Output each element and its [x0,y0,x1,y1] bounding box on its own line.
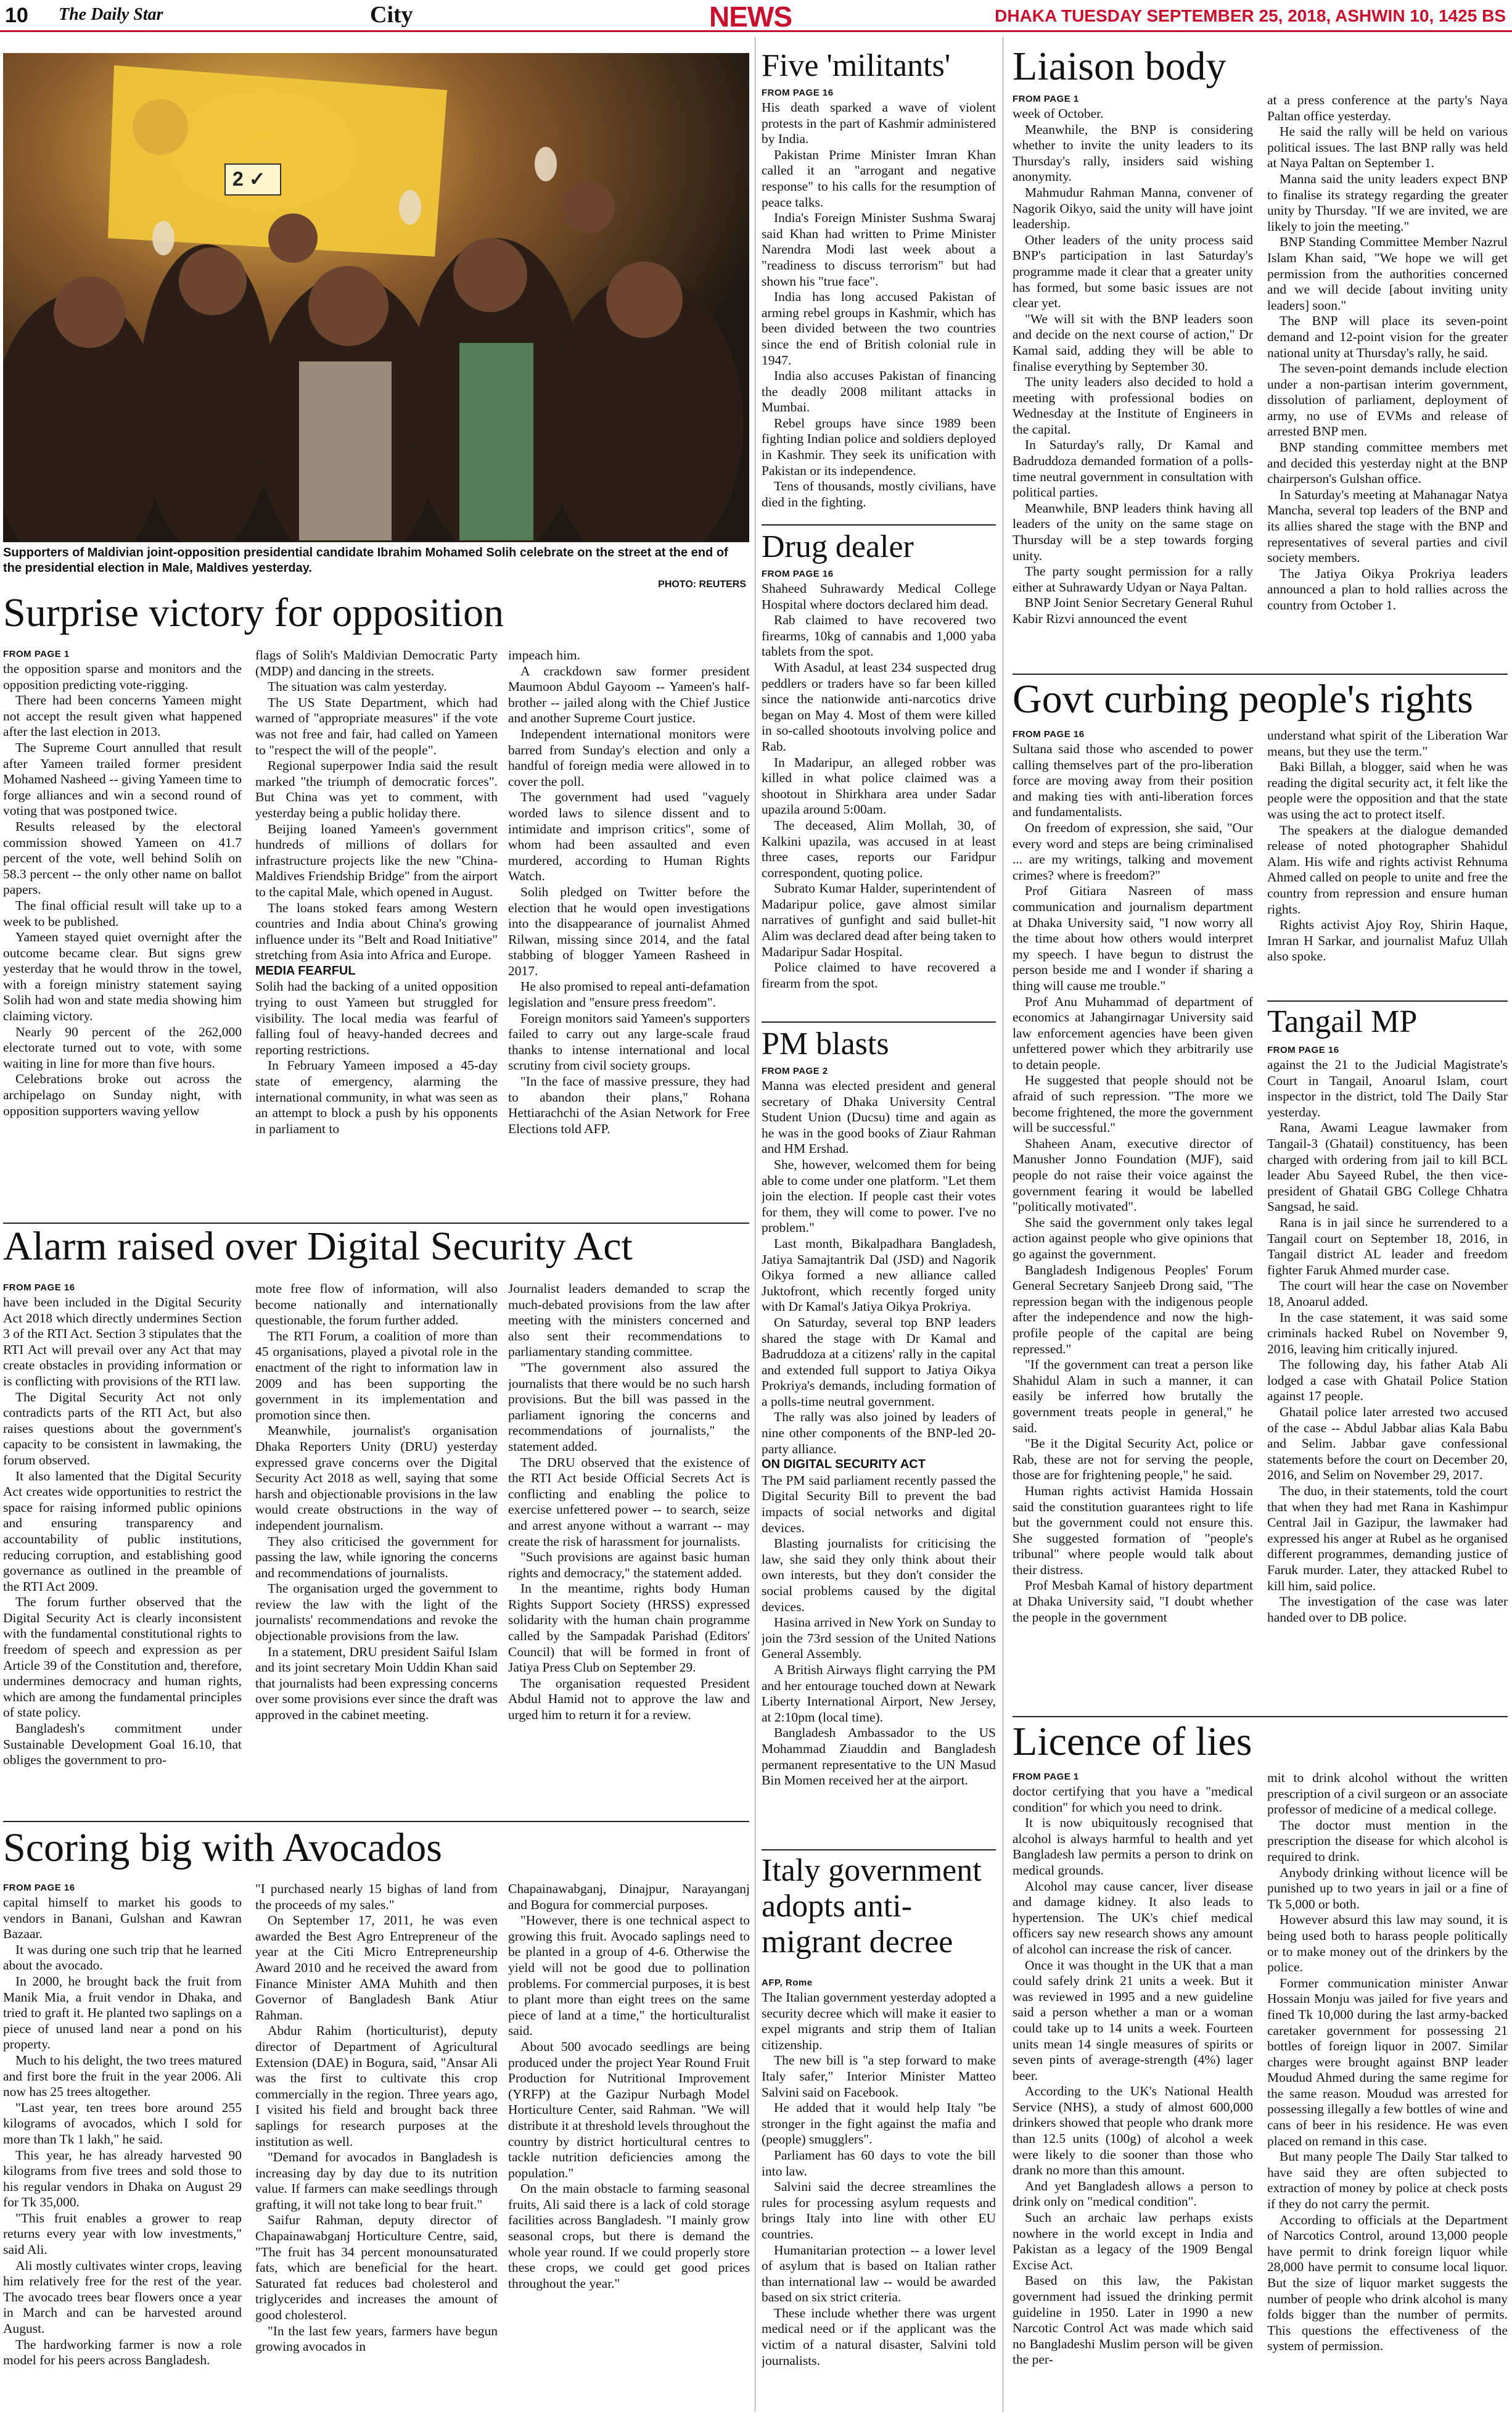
paragraph: He added that it would help Italy "be stronger in the fight against the mafia and (people) smugglers". [762,2100,996,2147]
paragraph: Rebel groups have since 1989 been fighting Indian police and soldiers deployed in Kashmir. They seek its unification with Pakistan or its independence. [762,415,996,478]
paragraph: "This fruit enables a grower to reap returns every year with low investments," said Ali. [3,2210,242,2258]
paragraph: "I purchased nearly 15 bighas of land from the proceeds of my sales." [255,1881,498,1912]
article-militants [762,86,996,526]
from-page-label: FROM PAGE 2 [762,1066,828,1076]
headline-italy-decree: Italy government adopts anti-migrant decree [762,1853,982,1960]
paragraph: Parliament has 60 days to vote the bill into law. [762,2147,996,2179]
paragraph: Abdur Rahim (horticulturist), deputy director of Department of Agricultural Extension (DAE) in Bogura, said, "Ansar Ali was the first to cultivate this crop commercially in the region. Three years ago, I visited his field and brought back three saplings for research purposes at the institution as well. [255,2023,498,2149]
paragraph: the opposition sparse and monitors and the opposition predicting vote-rigging. [3,661,242,692]
paragraph: The new bill is "a step forward to make Italy safer," Interior Minister Matteo Salvini said on Facebook. [762,2053,996,2100]
page-number: 10 [5,4,28,27]
headline-alarm-raised: Alarm raised over Digital Security Act [3,1224,633,1269]
paragraph: The final official result will take up to a week to be published. [3,897,242,929]
paragraph: Manna was elected president and general secretary of Dhaka University Central Student Union (Ducsu) time and again as he was in the good books of Ziaur Rahman and HM Ershad. [762,1078,996,1157]
divider [762,1021,996,1023]
paragraph: Hasina arrived in New York on Sunday to join the 73rd session of the United Nations General Assembly. [762,1615,996,1662]
headline-govt-curbing-rights: Govt curbing people's rights [1013,677,1473,722]
paragraph: Baki Billah, a blogger, said when he was reading the digital security act, it felt like the people were the opposition and that the state was using the act to protect itself. [1267,759,1508,822]
photo-caption [3,545,746,592]
divider [3,1223,749,1224]
divider [762,524,996,526]
paragraph: The DRU observed that the existence of the RTI Act beside Official Secrets Act is conflicting and enabling the police to exercise unfettered power -- to search, seize and arrest anyone without a warrant -- may create the risk of harassment for journalists. [508,1454,750,1549]
paragraph: Once it was thought in the UK that a man could safely drink 21 units a week. But it was reviewed in 1995 and a new guideline said a person whether a man or a woman could take up to 14 units a week. Fourteen units mean 14 single measures of spirits or seven pints of average-strength (4%) lager beer. [1013,1957,1253,2083]
paragraph: The doctor must mention in the prescription the disease for which alcohol is required to drink. [1267,1817,1508,1864]
paragraph: Manna said the unity leaders expect BNP to finalise its strategy regarding the greater unity by Thursday. "If we are invited, we are likely to join the meeting." [1267,171,1508,234]
paragraph: A British Airways flight carrying the PM and her entourage touched down at Newark Liberty International Airport, New Jersey, at 2:10pm (local time). [762,1662,996,1725]
paragraph: The RTI Forum, a coalition of more than 45 organisations, played a pivotal role in the enactment of the right to information law in 2009 and has been supporting the government in its implementation and promotion since then. [255,1328,498,1422]
from-page-label: FROM PAGE 16 [3,1883,75,1893]
from-page-label: FROM PAGE 16 [3,1282,75,1293]
paragraph: Foreign monitors said Yameen's supporters failed to carry out any large-scale fraud thanks to intense international and local scrutiny from civil society groups. [508,1010,750,1073]
paragraph: The unity leaders also decided to hold a meeting with professional bodies on Wednesday at the Institute of Engineers in the capital. [1013,374,1253,437]
paragraph: "In the last few years, farmers have begun growing avocados in [255,2323,498,2354]
paragraph: Blasting journalists for criticising the law, she said they only think about their own interests, but they don't consider the social problems caused by the digital devices. [762,1536,996,1614]
from-page-label: FROM PAGE 16 [762,88,834,98]
paragraph: And yet Bangladesh allows a person to drink only on "medical condition". [1013,2178,1253,2209]
paragraph: The BNP will place its seven-point demand and 12-point vision for the greater national unity at Thursday's rally, he said. [1267,313,1508,360]
from-page-label: FROM PAGE 16 [1013,729,1085,740]
from-page-label: FROM PAGE 1 [1013,94,1079,104]
paragraph: The loans stoked fears among Western countries and India about China's growing influence under its "Belt and Road Initiative" stretching from Asia into Africa and Europe. [255,900,498,963]
paragraph: "In the face of massive pressure, they had to abandon their plans," Rohana Hettiarachchi of the Asian Network for Free Elections told AFP. [508,1074,750,1136]
article-tangail-mp [1267,1044,1508,1715]
paragraph: With Asadul, at least 234 suspected drug peddlers or traders have so far been killed since the nationwide anti-narcotics drive began on May 4. Most of them were killed in so-called shootouts involving police and Rab. [762,659,996,754]
paragraph: The organisation urged the government to review the law with the light of the journalists' recommendations and revoke the objectionable provisions from the law. [255,1581,498,1644]
article-avocados-col-3 [508,1881,750,2412]
paragraph: In the meantime, rights body Human Rights Support Society (HRSS) expressed solidarity with the human chain programme called by the Sampadak Parishad (Editors' Council) that will be formed in front of Jatiya Press Club on September 29. [508,1581,750,1675]
paragraph: The forum further observed that the Digital Security Act is clearly inconsistent with the fundamental constitutional rights to freedom of speech and expression as per Article 39 of the Constitution and, therefore, undermines democracy and human rights, which are among the fundamental principles of state policy. [3,1594,242,1720]
article-liaison-col-1 [1013,93,1253,660]
paragraph: BNP standing committee members met and decided this yesterday night at the BNP chairperson's Gulshan office. [1267,440,1508,487]
paragraph: She, however, welcomed them for being able to come under one platform. "Let them join the election. If people cast their votes for them, they will come to power. I've no problem." [762,1157,996,1235]
paragraph: Subrato Kumar Halder, superintendent of Madaripur police, gave almost similar narratives of gunfight and said bullet-hit Alim was declared dead after being taken to Madaripur Sadar Hospital. [762,881,996,959]
headline-pm-blasts: PM blasts [762,1026,889,1062]
paragraph: The seven-point demands include election under a non-partisan interim government, dissolution of parliament, deployment of army, no use of EVMs and release of arrested BNP men. [1267,361,1508,439]
paragraph: India also accuses Pakistan of financing the deadly 2008 militant attacks in Mumbai. [762,368,996,415]
headline-liaison-body: Liaison body [1013,44,1226,89]
paragraph: Police claimed to have recovered a firearm from the spot. [762,960,996,991]
paragraph: There had been concerns Yameen might not accept the result given what happened after the last election in 2013. [3,693,242,740]
article-surprise-col-3 [508,648,750,1258]
headline-tangail-mp: Tangail MP [1267,1004,1418,1039]
paragraph: Celebrations broke out across the archipelago on Sunday night, with opposition supporters waving yellow [3,1071,242,1118]
paragraph: The organisation requested President Abdul Hamid not to approve the law and urged him to return it for a review. [508,1675,750,1723]
paragraph: "Last year, ten trees bore around 255 kilograms of avocados, which I sold for more than Tk 1 lakh," he said. [3,2100,242,2147]
paragraph: His death sparked a wave of violent protests in the part of Kashmir administered by India. [762,100,996,147]
paragraph: Human rights activist Hamida Hossain said the constitution guarantees right to life but the government could not ensure this. She suggested formation of "people's tribunal" where people would talk about their distress. [1013,1483,1253,1577]
paragraph: These include whether there was urgent medical need or if the applicant was the victim of a natural disaster, Salvini told journalists. [762,2305,996,2368]
photo-credit: PHOTO: REUTERS [658,579,746,590]
divider [1013,674,1508,675]
article-avocados-col-1 [3,1881,242,2412]
article-licence-col-2 [1267,1770,1508,2412]
paragraph: In Saturday's meeting at Mahanagar Natya Mancha, several top leaders of the BNP and its allies shared the stage with the BNP and representatives of several parties and civil society members. [1267,487,1508,566]
paragraph: "We will sit with the BNP leaders soon and decide on the next course of action," Dr Kamal said, adding they will be able to finalise everything by September 30. [1013,311,1253,374]
paragraph: BNP Standing Committee Member Nazrul Islam Khan said, "We hope we will get permission from the authorities concerned and we will decide [about inviting unity leaders] soon." [1267,234,1508,313]
paragraph: Saifur Rahman, deputy director of Chapainawabganj Horticulture Centre, said, "The fruit has 34 percent monounsaturated fats, which are beneficial for the heart. Saturated fat reduces bad cholesterol and triglycerides and increases the amount of good cholesterol. [255,2213,498,2323]
article-liaison-col-2 [1267,93,1508,660]
dateline-afp: AFP, Rome [762,1978,813,1988]
paragraph: doctor certifying that you have a "medical condition" for which you need to drink. [1013,1784,1253,1815]
crowd-photo-illustration [3,53,749,542]
paragraph: Former communication minister Anwar Hossain Monju was jailed for five years and fined Tk 10,000 during the last army-backed caretaker government for possessing 21 bottles of foreign liquor in 2007. Similar charges were brought against BNP leader Moudud Ahmed during the same regime for the same reason. Moudud was arrested for possessing illegally a few bottles of wine and cans of beer in his residence. He was even placed on remand in this case. [1267,1975,1508,2148]
paragraph: The duo, in their statements, told the court that when they had met Rana in Kashimpur Central Jail in Gazipur, the lawmaker had expressed his anger at Rubel as he organised different programmes, demanding justice of Faruk murder. Later, they attacked Rubel to kill him, said police. [1267,1483,1508,1593]
paragraph: understand what spirit of the Liberation War means, but they use the term." [1267,728,1508,759]
paragraph: mit to drink alcohol without the written prescription of a civil surgeon or an associate professor of medicine of a medical college. [1267,1770,1508,1817]
paragraph: The speakers at the dialogue demanded release of noted photographer Shahidul Alam. His wife and rights activist Rehnuma Ahmed called on people to unite and free the country from repression and ensure human rights. [1267,822,1508,917]
paragraph: Humanitarian protection -- a lower level of asylum that is based on Italian rather than international law -- would be awarded based on six strict criteria. [762,2242,996,2305]
paragraph: Shaheed Suhrawardy Medical College Hospital where doctors declared him dead. [762,581,996,612]
headline-licence-of-lies: Licence of lies [1013,1720,1252,1764]
paragraph: week of October. [1013,106,1104,121]
headline-surprise-victory: Surprise victory for opposition [3,591,504,635]
paragraph: Regional superpower India said the result marked "the triumph of democratic forces". But China was yet to comment, with yesterday being a public holiday there. [255,758,498,820]
paragraph: Rana is in jail since he surrendered to a Tangail court on September 18, 2016, in Tangail district AL leader and freedom fighter Faruk Ahmed murder case. [1267,1215,1508,1277]
paragraph: Yameen stayed quiet overnight after the outcome became clear. But signs grew yesterday that he would throw in the towel, with a foreign ministry statement saying Solih had won and state media showing him claiming victory. [3,930,242,1024]
paragraph: It is now ubiquitously recognised that alcohol is always harmful to health and yet Bangladesh law permits a person to drink on medical grounds. [1013,1815,1253,1878]
paragraph: Meanwhile, the BNP is considering whether to invite the unity leaders to its Thursday's rally, insiders said wishing anonymity. [1013,122,1253,184]
paragraph: It was during one such trip that he learned about the avocado. [3,1942,242,1973]
paragraph: flags of Solih's Maldivian Democratic Party (MDP) and dancing in the streets. [255,648,498,679]
paragraph: "However, there is one technical aspect to growing this fruit. Avocado saplings need to be planted in a group of 4-6. Otherwise the yield will not be good due to pollination problems. For commercial purposes, it is best to plant more than eight trees on the same piece of land at a time," the horticulturalist said. [508,1913,750,2039]
paragraph: The Digital Security Act not only contradicts parts of the RTI Act, but also raises questions about the government's capacity to be consistent in lawmaking, the forum observed. [3,1389,242,1467]
from-page-label: FROM PAGE 1 [3,649,70,659]
paragraph: In February Yameen imposed a 45-day state of emergency, alarming the international community, in what was seen as an attempt to block a push by his opponents in parliament to [255,1058,498,1136]
paragraph: In 2000, he brought back the fruit from Manik Mia, a fruit vendor in Dhaka, and tried to graft it. He planted two saplings on a piece of unused land near a pond on his property. [3,1973,242,2052]
headline-scoring-avocados: Scoring big with Avocados [3,1826,442,1870]
paragraph: He said the rally will be held on various political issues. The last BNP rally was held at Naya Paltan on September 1. [1267,124,1508,171]
headline-five-militants: Five 'militants' [762,48,951,83]
paragraph: have been included in the Digital Security Act 2018 which directly undermines Section 3 of the RTI Act. Section 3 stipulates that the RTI Act will prevail over any Act that may create obstacles in providing information or is conflicting with provisions of the RTI law. [3,1295,242,1388]
paragraph: Solih pledged on Twitter before the election that he would open investigations into the disappearance of journalist Ahmed Rilwan, missing since 2014, and the fatal stabbing of blogger Yameen Rasheed in 2017. [508,884,750,978]
paragraph: In Madaripur, an alleged robber was killed in what police claimed was a shootout in Shirkhara area under Sadar upazila around 5:00am. [762,754,996,817]
paragraph: capital himself to market his goods to vendors in Banani, Gulshan and Kawran Bazaar. [3,1895,242,1942]
divider [3,1821,749,1822]
paragraph: The rally was also joined by leaders of nine other components of the BNP-led 20-party alliance. [762,1409,996,1456]
paragraph: The government had used "vaguely worded laws to silence dissent and to intimidate and imprison critics", some of whom had been assaulted and even murdered, according to Human Rights Watch. [508,790,750,884]
paragraph: On freedom of expression, she said, "Our every word and steps are being criminalised ... are my writings, talking and movement crimes? where is freedom?" [1013,820,1253,883]
paragraph: Results released by the electoral commission showed Yameen on 41.7 percent of the vote, well behind Solih on 58.3 percent -- the only other name on ballot papers. [3,819,242,897]
paragraph: The following day, his father Atab Ali lodged a case with Ghatail Police Station against 17 people. [1267,1357,1508,1404]
paragraph: In a statement, DRU president Saiful Islam and its joint secretary Moin Uddin Khan said that journalists had been expressing concerns over some provisions ever since the draft was approved in the cabinet meeting. [255,1644,498,1723]
divider [1013,1716,1508,1717]
article-drug-dealer [762,567,996,1023]
paragraph: mote free flow of information, will also become nationally and internationally questionable, the forum further added. [255,1281,498,1328]
paragraph: Last month, Bikalpadhara Bangladesh, Jatiya Samajtantrik Dal (JSD) and Nagorik Oikya formed a new alliance called Juktofront, which recently forged unity with Dr Kamal's Jatiya Oikya Prokriya. [762,1235,996,1314]
paragraph: against the 21 to the Judicial Magistrate's Court in Tangail, Anoarul Islam, court inspector in the district, told The Daily Star yesterday. [1267,1057,1508,1120]
paragraph: Nearly 90 percent of the 262,000 electorate turned out to vote, with some waiting in line for more than five hours. [3,1024,242,1071]
paragraph: Rab claimed to have recovered two firearms, 10kg of cannabis and 1,000 yaba tablets from the spot. [762,613,996,659]
paragraph: About 500 avocado seedlings are being produced under the project Year Round Fruit Production for Nutritional Improvement (YRFP) at the Gazipur Nurbagh Model Horticulture Center, said Rahman. "We will distribute it at threshold levels throughout the country by district horticultural centres to tackle nutrition deficiencies among the population." [508,2039,750,2180]
article-surprise-col-1 [3,648,242,1258]
paragraph: "If the government can treat a person like Shahidul Alam in such a manner, it can easily be inferred how brutally the government treats people in general," he said. [1013,1357,1253,1435]
paragraph: Chapainawabganj, Dinajpur, Narayanganj and Bogura for commercial purposes. [508,1881,750,1912]
paragraph: Rights activist Ajoy Roy, Shirin Haque, Imran H Sarkar, and journalist Mafuz Ullah also spoke. [1267,917,1508,964]
article-alarm-col-1 [3,1281,242,1836]
paragraph: The Italian government yesterday adopted a security decree which will make it easier to expel migrants and strip them of Italian citizenship. [762,1990,996,2052]
paragraph: The court will hear the case on November 18, Anoarul added. [1267,1278,1508,1309]
paragraph: "Demand for avocados in Bangladesh is increasing day by day due to its nutrition value. If farmers can make seedlings through grafting, it will not take long to bear fruit." [255,2150,498,2212]
paragraph: Such an archaic law perhaps exists nowhere in the world except in India and Pakistan as a legacy of the 1909 Bengal Excise Act. [1013,2210,1253,2272]
page-header [0,0,1512,32]
paragraph: On Saturday, several top BNP leaders shared the stage with Dr Kamal and Badruddoza at a citizens' rally in the capital and extended full support to Jatiya Oikya Prokriya's demands, including formation of a polls-time neutral government. [762,1314,996,1409]
paragraph: On September 17, 2011, he was even awarded the Best Agro Entrepreneur of the year at the Citi Micro Entrepreneurship Award 2010 and he received the award from Finance Minister AMA Muhith and then Governor of Bangladesh Bank Atiur Rahman. [255,1913,498,2023]
paragraph: Prof Anu Muhammad of department of economics at Jahangirnagar University said law enforcement agencies have been given unfettered power which they arbitrarily use to detain people. [1013,994,1253,1072]
article-govt-col-2 [1267,728,1508,999]
paper-logo: The Daily Star [59,5,163,24]
paragraph: However absurd this law may sound, it is being used both to harass people politically or to make money out of the drinkers by the police. [1267,1912,1508,1975]
paragraph: Anybody drinking without licence will be punished up to two years in jail or a fine of Tk 5,000 or both. [1267,1865,1508,1912]
paragraph: The PM said parliament recently passed the Digital Security Bill to prevent the bad impacts of social networks and digital devices. [762,1472,996,1535]
subhead: ON DIGITAL SECURITY ACT [762,1458,926,1472]
paragraph: In Saturday's rally, Dr Kamal and Badruddoza demanded formation of a polls-time neutral government in consultation with political parties. [1013,437,1253,500]
dateline: DHAKA TUESDAY SEPTEMBER 25, 2018, ASHWIN 10, 1425 BS [995,6,1506,25]
paragraph: Based on this law, the Pakistan government had issued the drinking permit guideline in 1950. Later in 1990 a new Narcotic Control Act was made which said no Bangladeshi Muslim person will be given the per- [1013,2273,1253,2367]
from-page-label: FROM PAGE 16 [1267,1045,1339,1055]
paragraph: A crackdown saw former president Maumoon Abdul Gayoom -- Yameen's half-brother -- jailed along with the Chief Justice and another Supreme Court justice. [508,663,750,726]
paragraph: Meanwhile, BNP leaders think having all leaders of the unity on the same stage on Thursday will be a step towards forging unity. [1013,500,1253,563]
paragraph: It also lamented that the Digital Security Act creates wide opportunities to restrict the space for raising informed public opinions and ensuring transparency and accountability of public institutions, reducing corruption, and establishing good governance as outlined in the preamble of the RTI Act 2009. [3,1468,242,1594]
lead-photo [3,53,749,542]
paragraph: The situation was calm yesterday. [268,679,447,695]
article-govt-col-1 [1013,728,1253,1715]
paragraph: According to officials at the Department of Narcotics Control, around 13,000 people have permit to drink foreign liquor while 28,000 have permit to consume local liquor. But the size of liquor market suggests the number of people who drink alcohol is many folds bigger than the number of permits. This questions the effectiveness of the system of permission. [1267,2212,1508,2354]
section-label: City [370,2,413,28]
paragraph: Meanwhile, journalist's organisation Dhaka Reporters Unity (DRU) yesterday expressed grave concerns over the Digital Security Act 2018 as well, saying that some harsh and objectionable provisions in the law would create obstructions in the way of independent journalism. [255,1423,498,1533]
paragraph: Shaheen Anam, executive director of Manusher Jonno Foundation (MJF), said people do not raise their voice against the government fearing it would be labelled "politically motivated". [1013,1136,1253,1215]
news-label: NEWS [709,1,792,33]
paragraph: The deceased, Alim Mollah, 30, of Kalkini upazila, was accused in at least three cases, reports our Faridpur correspondent, quoting police. [762,817,996,880]
article-alarm-col-2 [255,1281,498,1836]
paragraph: Salvini said the decree streamlines the rules for processing asylum requests and brings Italy into line with other EU countries. [762,2179,996,2242]
paragraph: Independent international monitors were barred from Sunday's election and only a handful of foreign media were allowed in to cover the poll. [508,726,750,789]
headline-drug-dealer: Drug dealer [762,529,914,564]
paragraph: He suggested that people should not be afraid of such repression. "The more we become frightened, the more the government will be successful." [1013,1073,1253,1136]
paragraph: Much to his delight, the two trees matured and first bore the fruit in the year 2006. Ali now has 25 trees altogether. [3,2052,242,2100]
paragraph: They also criticised the government for passing the law, while ignoring the concerns and recommendations of journalists. [255,1533,498,1580]
paragraph: Beijing loaned Yameen's government hundreds of millions of dollars for infrastructure projects like the new "China-Maldives Friendship Bridge" from the airport to the capital Male, which opened in August. [255,821,498,899]
from-page-label: FROM PAGE 1 [1013,1772,1079,1782]
paragraph: The Jatiya Oikya Prokriya leaders announced a plan to hold rallies across the country from October 1. [1267,566,1508,613]
paragraph: India's Foreign Minister Sushma Swaraj said Khan had written to Prime Minister Narendra Modi last week about a "readiness to discuss terrorism" but had shown his "true face". [762,210,996,289]
paragraph: The US State Department, which had warned of "appropriate measures" if the vote was not free and fair, had called on Yameen to "respect the will of the people". [255,695,498,757]
article-avocados-col-2 [255,1881,498,2412]
article-italy-decree [762,1976,996,2411]
paragraph: Bangladesh's commitment under Sustainable Development Goal 16.10, that obliges the government to pro- [3,1721,242,1768]
paragraph: Sultana said those who ascended to power calling themselves part of the pro-liberation force are moving away from their position and making ties with anti-liberation forces and fundamentalists. [1013,741,1253,820]
paragraph: Tens of thousands, mostly civilians, have died in the fighting. [762,479,996,509]
paragraph: This year, he has already harvested 90 kilograms from five trees and sold those to his regular vendors in Dhaka on August 29 for Tk 35,000. [3,2147,242,2210]
paragraph: Prof Mesbah Kamal of history department at Dhaka University said, "I doubt whether the people in the government [1013,1578,1253,1625]
article-alarm-col-3 [508,1281,750,1836]
paragraph: impeach him. [508,648,581,662]
article-surprise-col-2 [255,648,498,1258]
paragraph: The Supreme Court annulled that result after Yameen trailed former president Mohamed Nasheed -- giving Yameen time to forge alliances and win a second round of voting that was postponed twice. [3,740,242,819]
divider [762,1849,996,1850]
paragraph: "Be it the Digital Security Act, police or Rab, these are not for serving the people, those are for frightening people," he said. [1013,1436,1253,1483]
caption-text: Supporters of Maldivian joint-opposition presidential candidate Ibrahim Mohamed Solih celebrate on the street at the end of the presidential election in Male, Maldives yesterday. [3,546,728,575]
paragraph: at a press conference at the party's Naya Paltan office yesterday. [1267,93,1508,123]
paragraph: Alcohol may cause cancer, liver disease and damage kidney. It also leads to hypertension. The UK's chief medical officers say new research shows any amount of alcohol can increase the risk of cancer. [1013,1878,1253,1957]
paragraph: She said the government only takes legal action against people who give opinions that go against the government. [1013,1215,1253,1261]
paragraph: Prof Gitiara Nasreen of mass communication and journalism department at Dhaka University said, "I now worry all the time about how others would interpret my speech. I have begun to distrust the person beside me and I wonder if sharing a thing will cause me trouble." [1013,883,1253,993]
paragraph: He also promised to repeal anti-defamation legislation and "ensure press freedom". [508,979,750,1010]
paragraph: Pakistan Prime Minister Imran Khan called it an "arrogant and negative response" to his calls for the resumption of peace talks. [762,147,996,210]
paragraph: Rana, Awami League lawmaker from Tangail-3 (Ghatail) constituency, has been charged with ordering from jail to kill BCL leader Abu Sayeed Rubel, the then vice-president of Ghatail GBG College Chhatra Sangsad, he said. [1267,1120,1508,1215]
article-licence-col-1 [1013,1770,1253,2412]
paragraph: According to the UK's National Health Service (NHS), a study of almost 600,000 drinkers showed that people who drank more than 12.5 units (100g) of alcohol a week were likely to die sooner than those who drank no more than this amount. [1013,2084,1253,2178]
paragraph: The investigation of the case was later handed over to DB police. [1267,1594,1508,1625]
paragraph: Other leaders of the unity process said BNP's participation in last Saturday's programme made it clear that a greater unity has formed, but some basic issues are not clear yet. [1013,232,1253,311]
paragraph: The hardworking farmer is now a role model for his peers across Bangladesh. [3,2337,242,2368]
paragraph: Solih had the backing of a united opposition trying to oust Yameen but struggled for visibility. The local media was fearful of falling foul of heavy-handed decrees and reporting restrictions. [255,979,498,1057]
divider [1267,1000,1508,1002]
from-page-label: FROM PAGE 16 [762,569,834,579]
subhead: MEDIA FEARFUL [255,963,356,978]
paragraph: BNP Joint Senior Secretary General Ruhul Kabir Rizvi announced the event [1013,595,1253,626]
paragraph: India has long accused Pakistan of arming rebel groups in Kashmir, which has been divided between the two countries since the end of British colonial rule in 1947. [762,289,996,368]
paragraph: Journalist leaders demanded to scrap the much-debated provisions from the law after meeting with the ministers concerned and also sent their recommendations to parliamentary standing committee. [508,1281,750,1359]
paragraph: Ghatail police later arrested two accused of the case -- Abdul Jabbar alias Kala Babu and Selim. Jabbar gave confessional statements before the court on December 20, 2016, and Selim on November 29, 2017. [1267,1404,1508,1483]
paragraph: But many people The Daily Star talked to have said they are often subjected to extraction of money by police at check posts if they do not carry the permit. [1267,2149,1508,2212]
paragraph: Bangladesh Indigenous Peoples' Forum General Secretary Sanjeeb Drong said, "The repression began with the indigenous people after the independence and now the high-profile people of the capital are being repressed." [1013,1262,1253,1356]
paragraph: Ali mostly cultivates winter crops, leaving him relatively free for the rest of the year. The avocado trees bear flowers once a year in March and can be harvested around August. [3,2258,242,2337]
paragraph: The party sought permission for a rally either at Suhrawardy Udyan or Naya Paltan. [1013,564,1253,595]
banner-text: 2 ✓ [232,168,266,190]
paragraph: Bangladesh Ambassador to the US Mohammad Ziauddin and Bangladesh permanent representative to the UN Masud Bin Momen received her at the airport. [762,1725,996,1788]
article-pm-blasts [762,1065,996,1847]
paragraph: Mahmudur Rahman Manna, convener of Nagorik Oikyo, said the unity will have joint leadership. [1013,184,1253,232]
paragraph: "Such provisions are against basic human rights and democracy," the statement added. [508,1549,750,1580]
paragraph: In the case statement, it was said some criminals hacked Rubel on November 9, 2016, leaving him critically injured. [1267,1310,1508,1356]
paragraph: On the main obstacle to farming seasonal fruits, Ali said there is a lack of cold storage facilities across Bangladesh. "I mainly grow seasonal crops, but there is demand the whole year round. If we could properly store these crops, we could get good prices throughout the year." [508,2181,750,2291]
paragraph: "The government also assured the journalists that there would be no such harsh provisions. But the bill was passed in the parliament ignoring the concerns and recommendations of journalists," the statement added. [508,1359,750,1454]
